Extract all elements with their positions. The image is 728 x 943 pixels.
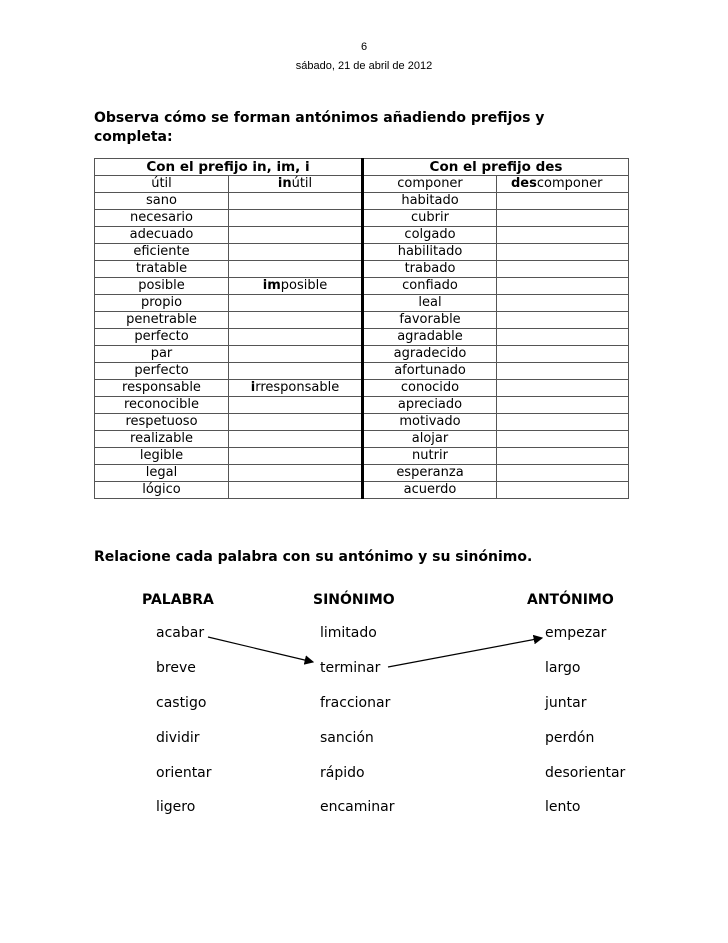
sinonimo-word: terminar (320, 660, 381, 676)
palabra-word: acabar (156, 625, 205, 641)
sinonimo-word: limitado (320, 625, 377, 641)
word-in-prefix: necesario (95, 210, 229, 227)
antonym-in-prefix (229, 397, 363, 414)
prefix-table (94, 158, 629, 499)
arrow-terminar-empezar (388, 638, 542, 667)
antonym-des-prefix (497, 431, 629, 448)
table-row (95, 431, 629, 448)
word-des-prefix: afortunado (363, 363, 497, 380)
table-row (95, 397, 629, 414)
word-in-prefix: realizable (95, 431, 229, 448)
palabra-word: castigo (156, 695, 207, 711)
table-row (95, 465, 629, 482)
word-des-prefix: acuerdo (363, 482, 497, 499)
page-number: 6 (360, 41, 368, 53)
table-row (95, 176, 629, 193)
prefix-bold: des (511, 176, 537, 191)
antonym-des-prefix (497, 329, 629, 346)
word-des-prefix: componer (363, 176, 497, 193)
word-des-prefix: conocido (363, 380, 497, 397)
instruction-prefixes: Observa cómo se forman antónimos añadiendo prefijos y completa: (94, 110, 545, 145)
antonym-in-prefix (229, 448, 363, 465)
antonym-des-prefix (497, 210, 629, 227)
table-row (95, 482, 629, 499)
word-in-prefix: perfecto (95, 363, 229, 380)
antonym-des-prefix (497, 346, 629, 363)
word-in-prefix: propio (95, 295, 229, 312)
word-in-prefix: legal (95, 465, 229, 482)
table-row (95, 210, 629, 227)
arrow-acabar-terminar (208, 637, 313, 662)
word-des-prefix: colgado (363, 227, 497, 244)
antonym-in-prefix (229, 431, 363, 448)
sinonimo-word: encaminar (320, 799, 395, 815)
word-in-prefix: tratable (95, 261, 229, 278)
word-rest: posible (280, 278, 328, 293)
word-des-prefix: favorable (363, 312, 497, 329)
antonym-des-prefix (497, 193, 629, 210)
antonym-in-prefix (229, 244, 363, 261)
word-in-prefix: útil (95, 176, 229, 193)
word-des-prefix: agradable (363, 329, 497, 346)
table-row (95, 363, 629, 380)
antonimo-word: desorientar (545, 765, 626, 781)
word-in-prefix: adecuado (95, 227, 229, 244)
antonym-des-prefix (497, 176, 629, 193)
table-row (95, 278, 629, 295)
word-in-prefix: perfecto (95, 329, 229, 346)
word-rest: componer (536, 176, 603, 191)
antonimo-word: perdón (545, 730, 595, 746)
antonym-in-prefix (229, 346, 363, 363)
table-row (95, 329, 629, 346)
table-row (95, 380, 629, 397)
word-des-prefix: habitado (363, 193, 497, 210)
antonym-des-prefix (497, 397, 629, 414)
table-row (95, 227, 629, 244)
word-des-prefix: confiado (363, 278, 497, 295)
word-des-prefix: trabado (363, 261, 497, 278)
word-des-prefix: motivado (363, 414, 497, 431)
word-in-prefix: par (95, 346, 229, 363)
antonym-des-prefix (497, 244, 629, 261)
antonym-des-prefix (497, 295, 629, 312)
antonym-in-prefix (229, 278, 363, 295)
antonym-in-prefix (229, 261, 363, 278)
word-in-prefix: lógico (95, 482, 229, 499)
word-in-prefix: reconocible (95, 397, 229, 414)
word-des-prefix: cubrir (363, 210, 497, 227)
antonym-in-prefix (229, 329, 363, 346)
antonym-in-prefix (229, 176, 363, 193)
antonym-des-prefix (497, 465, 629, 482)
header-prefix-in: Con el prefijo in, im, i (95, 159, 363, 176)
word-in-prefix: penetrable (95, 312, 229, 329)
antonym-des-prefix (497, 380, 629, 397)
word-des-prefix: apreciado (363, 397, 497, 414)
antonym-des-prefix (497, 363, 629, 380)
prefix-bold: in (277, 176, 292, 191)
word-des-prefix: esperanza (363, 465, 497, 482)
palabra-word: dividir (156, 730, 200, 746)
antonym-des-prefix (497, 261, 629, 278)
word-in-prefix: sano (95, 193, 229, 210)
prefix-bold: i (250, 380, 256, 395)
antonym-in-prefix (229, 210, 363, 227)
word-in-prefix: posible (95, 278, 229, 295)
word-rest: rresponsable (255, 380, 340, 395)
antonym-in-prefix (229, 363, 363, 380)
antonym-des-prefix (497, 448, 629, 465)
word-in-prefix: legible (95, 448, 229, 465)
antonimo-word: lento (545, 799, 581, 815)
antonym-des-prefix (497, 414, 629, 431)
palabra-word: orientar (156, 765, 212, 781)
column-title-sinonimo: SINÓNIMO (313, 592, 395, 608)
word-des-prefix: leal (363, 295, 497, 312)
word-des-prefix: alojar (363, 431, 497, 448)
antonym-des-prefix (497, 482, 629, 499)
antonym-in-prefix (229, 465, 363, 482)
table-row (95, 295, 629, 312)
prefix-bold: im (262, 278, 281, 293)
antonym-des-prefix (497, 312, 629, 329)
antonym-in-prefix (229, 227, 363, 244)
table-row (95, 414, 629, 431)
word-in-prefix: respetuoso (95, 414, 229, 431)
table-row (95, 312, 629, 329)
sinonimo-word: rápido (320, 765, 365, 781)
antonimo-word: largo (545, 660, 581, 676)
table-row (95, 346, 629, 363)
word-des-prefix: habilitado (363, 244, 497, 261)
antonym-in-prefix (229, 414, 363, 431)
antonimo-word: juntar (545, 695, 587, 711)
antonimo-word: empezar (545, 625, 607, 641)
antonym-in-prefix (229, 193, 363, 210)
header-prefix-des: Con el prefijo des (363, 159, 629, 176)
antonym-des-prefix (497, 278, 629, 295)
word-in-prefix: responsable (95, 380, 229, 397)
table-row (95, 193, 629, 210)
column-title-antonimo: ANTÓNIMO (527, 592, 614, 608)
sinonimo-word: fraccionar (320, 695, 391, 711)
antonym-in-prefix (229, 482, 363, 499)
palabra-word: ligero (156, 799, 196, 815)
table-row (95, 244, 629, 261)
word-in-prefix: eficiente (95, 244, 229, 261)
page-date: sábado, 21 de abril de 2012 (295, 60, 433, 72)
antonym-in-prefix (229, 295, 363, 312)
word-des-prefix: agradecido (363, 346, 497, 363)
sinonimo-word: sanción (320, 730, 374, 746)
antonym-in-prefix (229, 312, 363, 329)
column-title-palabra: PALABRA (142, 592, 214, 608)
antonym-in-prefix (229, 380, 363, 397)
palabra-word: breve (156, 660, 196, 676)
instruction-relate: Relacione cada palabra con su antónimo y su sinónimo. (94, 549, 533, 565)
table-row (95, 261, 629, 278)
table-header-row (95, 159, 629, 176)
antonym-des-prefix (497, 227, 629, 244)
table-row (95, 448, 629, 465)
word-des-prefix: nutrir (363, 448, 497, 465)
word-rest: útil (291, 176, 313, 191)
